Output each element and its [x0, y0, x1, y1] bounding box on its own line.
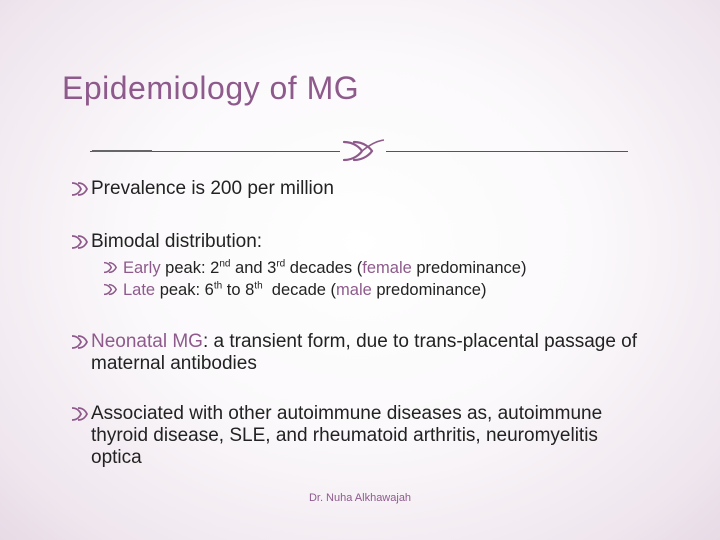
- double-curl-divider-icon: [340, 138, 386, 164]
- title-divider-right: [386, 151, 628, 152]
- slide-title: Epidemiology of MG: [62, 70, 360, 106]
- sub-bullet-late-peak: [102, 279, 651, 301]
- double-curl-bullet-icon: [70, 334, 90, 350]
- sub-bullet-early-peak: [102, 257, 651, 279]
- text-span: peak: 6: [155, 281, 214, 299]
- double-curl-bullet-icon: [70, 406, 90, 422]
- bullet-text: Associated with other autoimmune diseases as, autoimmune thyroid disease, SLE, and rheumatoid arthritis, neuromyelitis optica: [91, 403, 603, 468]
- female-label: female: [362, 259, 412, 277]
- text-span: predominance): [411, 259, 527, 277]
- double-curl-bullet-icon: [70, 234, 90, 250]
- superscript: nd: [219, 258, 231, 270]
- double-curl-bullet-icon: [70, 181, 90, 197]
- bullet-neonatal: [70, 331, 651, 375]
- sub-bullet-text: [123, 257, 526, 279]
- bullet-associated: [70, 403, 651, 469]
- slide-footer: Dr. Nuha Alkhawajah: [308, 492, 412, 504]
- text-span: : a transient form, due to trans-placental passage of maternal antibodies: [91, 331, 638, 374]
- male-label: male: [336, 281, 372, 299]
- text-span: decades (: [285, 259, 363, 277]
- text-span: predominance): [371, 281, 487, 299]
- bullet-bimodal: [70, 231, 651, 301]
- bullet-text: [91, 331, 651, 375]
- text-span: decade (: [262, 281, 337, 299]
- bullet-text: Prevalence is 200 per million: [91, 178, 334, 199]
- text-span: and 3: [230, 259, 277, 277]
- title-divider-accent: [92, 150, 152, 152]
- superscript: rd: [276, 258, 286, 270]
- text-span: to 8: [222, 281, 255, 299]
- early-label: Early: [123, 259, 161, 277]
- bullet-text: Bimodal distribution:: [91, 231, 263, 252]
- superscript: th: [213, 280, 223, 292]
- bullet-prevalence: [70, 178, 651, 200]
- sub-bullet-list: [70, 257, 651, 301]
- text-span: peak: 2: [160, 259, 220, 277]
- late-label: Late: [123, 281, 156, 299]
- superscript: th: [254, 280, 263, 292]
- double-curl-bullet-icon: [102, 283, 119, 296]
- sub-bullet-text: [123, 279, 486, 301]
- double-curl-bullet-icon: [102, 261, 119, 274]
- neonatal-label: Neonatal MG: [91, 331, 203, 352]
